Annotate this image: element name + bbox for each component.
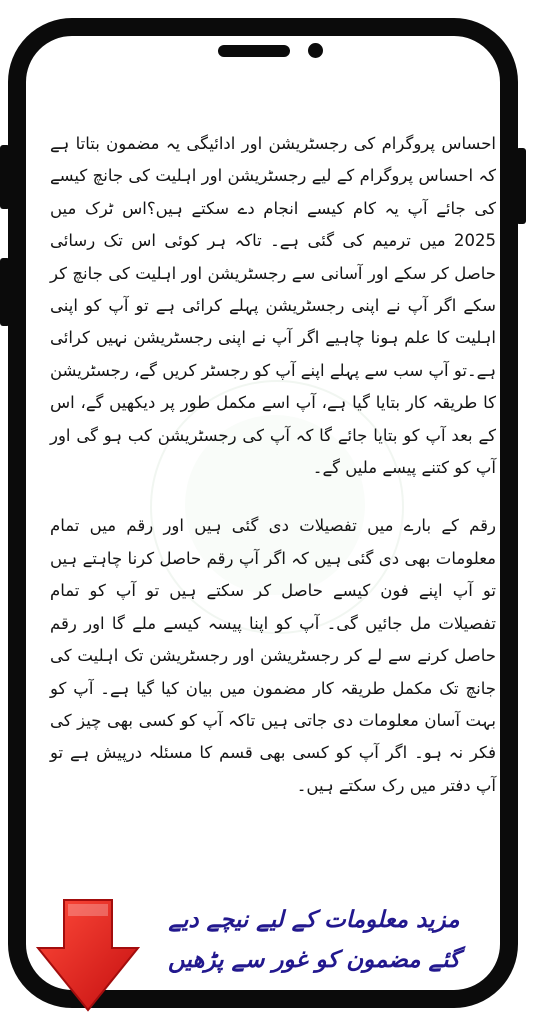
phone-camera <box>308 43 323 58</box>
article-body <box>50 128 496 802</box>
read-more-notice <box>138 900 490 980</box>
phone-speaker <box>218 45 290 57</box>
read-more-line-2: گئے مضمون کو غور سے پڑھیں <box>167 947 460 973</box>
article-paragraph-2: رقم کے بارے میں تفصیلات دی گئی ہیں اور رقم میں تمام معلومات بھی دی گئی ہیں کہ اگر آپ رقم حاصل کرنا چاہتے ہیں تو آپ اپنے فون کیسے حاصل کر سکتے ہیں تو آپ کو تمام تفصیلات مل جائیں گی۔ آپ کو اپنا پیسہ کیسے ملے گا اور رقم حاصل کرنے سے لے کر رجسٹریشن اور رجسٹریشن تک اہلیت کی جانچ تک مکمل طریقہ کار مضمون میں بیان کیا گیا ہے۔ آپ کو بہت آسان معلومات دی جاتی ہیں تاکہ آپ کو کسی بھی چیز کی فکر نہ ہو۔ اگر آپ کو کسی بھی قسم کا مسئلہ درپیش ہے تو آپ دفتر میں رک سکتے ہیں۔ <box>50 516 496 795</box>
article-paragraph-1: احساس پروگرام کی رجسٹریشن اور ادائیگی یہ مضمون بتاتا ہے کہ احساس پروگرام کے لیے رجسٹریشن اور اہلیت کی جانچ کیسے کی جائے آپ یہ کام کیسے انجام دے سکتے ہیں؟اس ٹرک میں 2025 میں ترمیم کی گئی ہے۔ تاکہ ہر کوئی اس تک رسائی حاصل کر سکے اور آسانی سے رجسٹریشن اور اہلیت کی جانچ کر سکے اگر آپ نے اپنی رجسٹریشن پہلے کرائی ہے تو آپ کو اپنی اہلیت کا علم ہونا چاہیے اگر آپ نے اپنی رجسٹریشن نہیں کرائی ہے۔تو آپ سب سے پہلے اپنے آپ کو رجسٹر کریں گے، رجسٹریشن کا طریقہ کار بتایا گیا ہے، آپ اسے مکمل طور پر دیکھیں گے، اس کے بعد آپ کو بتایا جائے گا کہ آپ کی رجسٹریشن کب ہو گی اور آپ کو کتنے پیسے ملیں گے۔ <box>50 134 496 478</box>
read-more-line-1: مزید معلومات کے لیے نیچے دیے <box>168 907 460 933</box>
down-arrow-icon <box>34 896 142 1014</box>
